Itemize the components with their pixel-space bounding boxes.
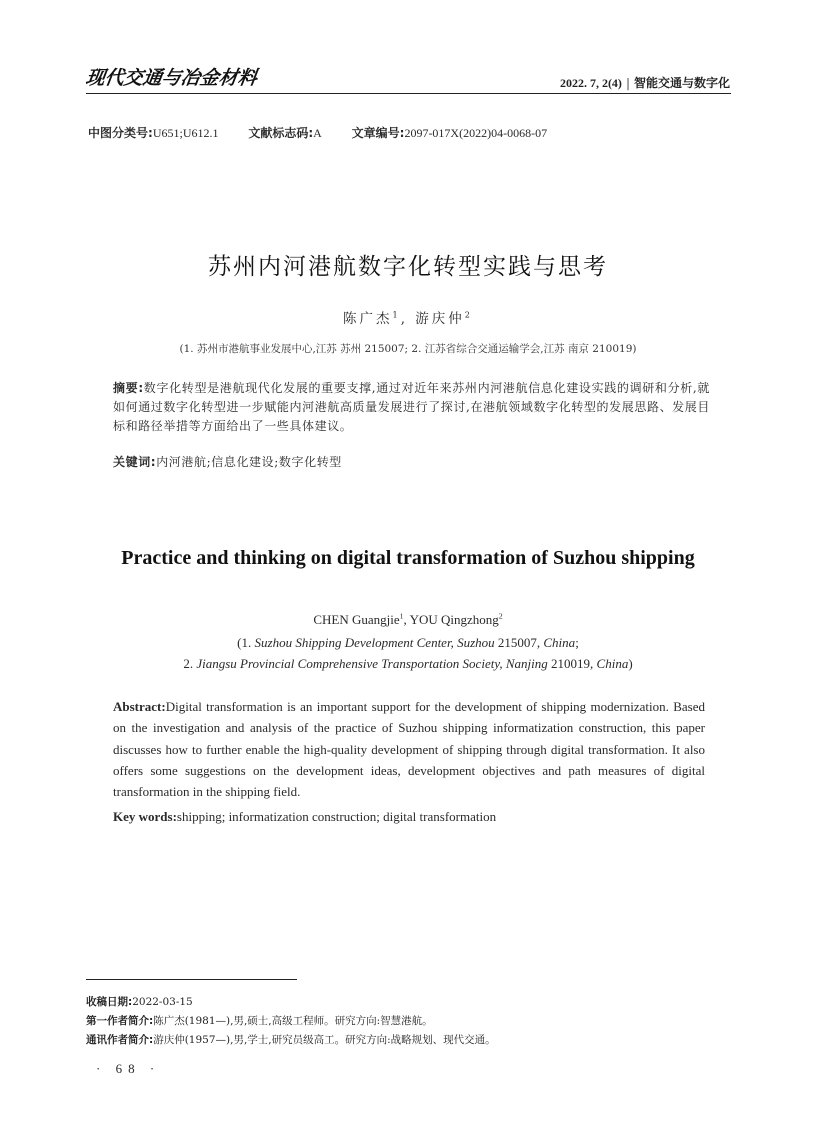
affil-en-2-org: Jiangsu Provincial Comprehensive Transportation Society xyxy=(196,656,500,671)
clc-value: U651;U612.1 xyxy=(152,126,219,140)
author-cn-separator: , xyxy=(400,311,416,327)
abstract-cn-label: 摘要: xyxy=(113,381,144,395)
running-header xyxy=(560,74,730,91)
corresponding-author-label: 通讯作者简介: xyxy=(86,1034,154,1046)
doc-code-value: A xyxy=(313,126,322,140)
author-cn-2: 游庆仲 xyxy=(415,311,465,327)
author-en-separator: , xyxy=(403,612,410,627)
title-cn: 苏州内河港航数字化转型实践与思考 xyxy=(208,254,608,280)
affil-en-2-code: 210019 xyxy=(547,656,591,671)
issue-info: 2022. 7, 2(4) xyxy=(559,76,622,90)
author-en-1: CHEN Guangjie xyxy=(313,612,400,627)
abstract-en xyxy=(113,696,705,802)
keywords-en-text: shipping; informatization construction; digital transformation xyxy=(176,809,497,824)
affil-en-2-prefix: 2. xyxy=(183,656,197,671)
affil-en-2-country: , China xyxy=(590,656,629,671)
received-label: 收稿日期: xyxy=(86,996,133,1008)
article-number-label: 文章编号: xyxy=(351,126,405,140)
first-author-label: 第一作者简介: xyxy=(86,1015,154,1027)
affiliations-en xyxy=(0,632,816,674)
affiliation-en-2 xyxy=(0,653,816,674)
abstract-en-label: Abstract: xyxy=(113,699,166,714)
abstract-cn-text: 数字化转型是港航现代化发展的重要支撑,通过对近年来苏州内河港航信息化建设实践的调研和分析,就如何通过数字化转型进一步赋能内河港航高质量发展进行了探讨,在港航领域数字化转型的发展思路、发展目标和路径举措等方面给出了一些具体建议。 xyxy=(113,381,710,433)
section-name: 智能交通与数字化 xyxy=(633,76,730,90)
doc-code-label: 文献标志码: xyxy=(248,126,314,140)
page-number: · 68 · xyxy=(96,1061,161,1076)
affil-en-1-org: Suzhou Shipping Development Center xyxy=(254,635,451,650)
author-cn-1: 陈广杰 xyxy=(343,311,393,327)
keywords-en xyxy=(113,809,705,825)
affiliation-en-1 xyxy=(0,632,816,653)
journal-logo: 现代交通与冶金材料 xyxy=(84,67,259,89)
keywords-cn-label: 关键词: xyxy=(113,455,157,469)
affiliations-cn: (1. 苏州市港航事业发展中心,江苏 苏州 215007; 2. 江苏省综合交通运输学会,江苏 南京 210019) xyxy=(179,343,637,355)
affil-en-1-code: 215007 xyxy=(494,635,537,650)
abstract-en-text: Digital transformation is an important support for the development of shipping modernization. Based on the investigation and analysis of the practice of Suzhou shipping informatization construction, this paper discusses how to further enable the high-quality development of shipping through digital transformation. It also offers some suggestions on the development ideas, development objectives and path measures of digital transformation in the shipping field. xyxy=(113,699,705,800)
keywords-cn-text: 内河港航;信息化建设;数字化转型 xyxy=(156,455,342,469)
author-en-1-affil: 1 xyxy=(399,611,404,621)
footnotes xyxy=(86,993,496,1050)
author-cn-2-affil: 2 xyxy=(464,309,473,320)
article-number-value: 2097-017X(2022)04-0068-07 xyxy=(404,126,548,140)
author-cn-1-affil: 1 xyxy=(392,309,401,320)
title-en: Practice and thinking on digital transformation of Suzhou shipping xyxy=(121,547,695,569)
author-en-2: YOU Qingzhong xyxy=(409,612,499,627)
affil-en-1-prefix: (1. xyxy=(237,635,255,650)
affil-en-2-end: ) xyxy=(628,656,633,671)
abstract-cn xyxy=(113,379,710,436)
affil-en-1-end: ; xyxy=(575,635,579,650)
footnote-rule xyxy=(86,979,297,980)
footnote-corresponding-author xyxy=(86,1031,496,1050)
first-author-value: 陈广杰(1981—),男,硕士,高级工程师。研究方向:智慧港航。 xyxy=(153,1015,433,1027)
keywords-cn xyxy=(113,453,710,470)
header-rule xyxy=(86,93,731,94)
affil-en-2-city: , Nanjing xyxy=(499,656,548,671)
keywords-en-label: Key words: xyxy=(113,809,177,824)
author-en-2-affil: 2 xyxy=(498,611,503,621)
clc-label: 中图分类号: xyxy=(88,126,153,140)
authors-cn xyxy=(0,307,816,327)
affil-en-1-country: , China xyxy=(536,635,576,650)
authors-en xyxy=(0,612,816,628)
footnote-received xyxy=(86,993,496,1012)
header-separator: | xyxy=(625,76,630,90)
corresponding-author-value: 游庆仲(1957—),男,学士,研究员级高工。研究方向:战略规划、现代交通。 xyxy=(153,1034,496,1046)
affil-en-1-city: , Suzhou xyxy=(450,635,495,650)
classification-line xyxy=(88,124,573,141)
footnote-first-author xyxy=(86,1012,496,1031)
received-value: 2022-03-15 xyxy=(132,996,193,1008)
